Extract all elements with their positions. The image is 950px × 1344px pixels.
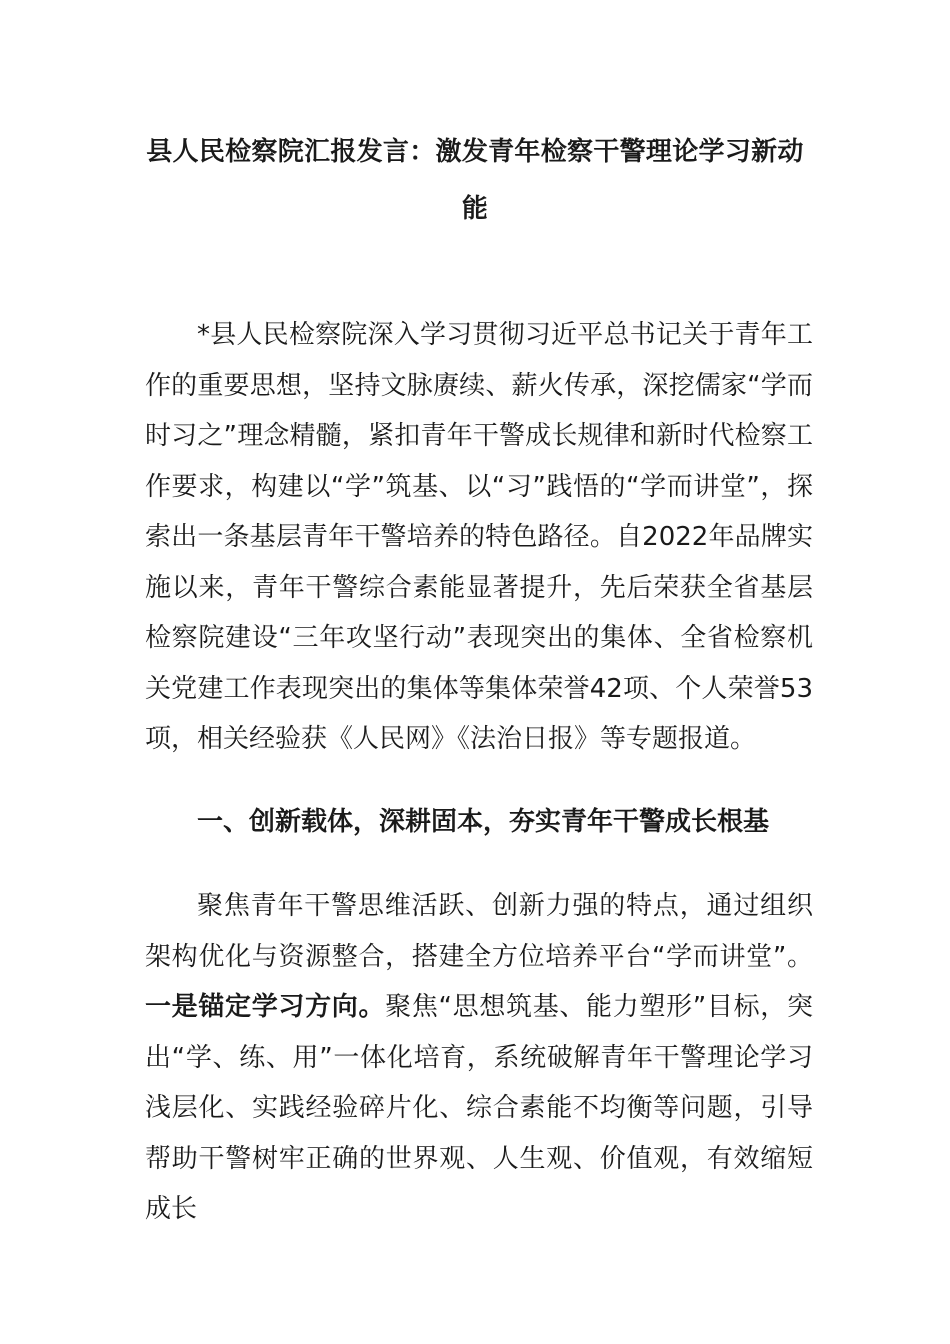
document-title: 县人民检察院汇报发言：激发青年检察干警理论学习新动能 — [146, 137, 804, 224]
paragraph-rest-text: 聚焦“思想筑基、能力塑形”目标，突出“学、练、用”一体化培育，系统破解青年干警理论学习浅层化、实践经验碎片化、综合素能不均衡等问题，引导帮助干警树牢正确的世界观、人生观、价值观，有效缩短成长 — [145, 992, 813, 1224]
paragraph-lead-text: 聚焦青年干警思维活跃、创新力强的特点，通过组织架构优化与资源整合，搭建全方位培养平台“学而讲堂”。 — [145, 891, 813, 972]
bold-point-label: 一是锚定学习方向。 — [145, 992, 386, 1022]
section-1-paragraph — [145, 881, 813, 1235]
section-heading-1: 一、创新载体，深耕固本，夯实青年干警成长根基 — [197, 807, 770, 837]
intro-paragraph: *县人民检察院深入学习贯彻习近平总书记关于青年工作的重要思想，坚持文脉赓续、薪火传承，深挖儒家“学而时习之”理念精髓，紧扣青年干警成长规律和新时代检察工作要求，构建以“学”筑基、以“习”践悟的“学而讲堂”，探索出一条基层青年干警培养的特色路径。自2022年品牌实施以来，青年干警综合素能显著提升，先后荣获全省基层检察院建设“三年攻坚行动”表现突出的集体、全省检察机关党建工作表现突出的集体等集体荣誉42项、个人荣誉53项，相关经验获《人民网》《法治日报》等专题报道。 — [145, 320, 813, 754]
